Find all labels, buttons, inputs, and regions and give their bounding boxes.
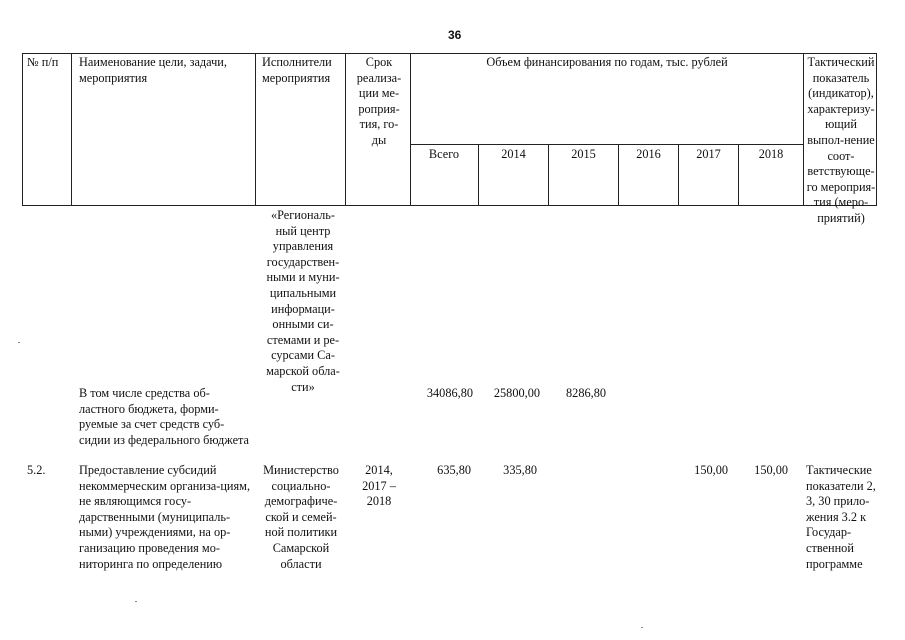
subtotal-total: 34086,80 xyxy=(426,386,473,400)
header-col-number: № п/п xyxy=(27,55,59,69)
row-2014: 335,80 xyxy=(503,463,537,477)
header-col-indicator: Тактический показатель (индикатор), характеризу-ющий выпол-нение соот-ветствующе-го мероприя-тия (меро-приятий) xyxy=(806,55,876,225)
header-year-2014: 2014 xyxy=(501,147,526,161)
header-year-2017: 2017 xyxy=(696,147,721,161)
continued-executor-cell: «Региональ-ный центр управления государствен-ными и муни-ципальными информаци-онными си-стемами и ре-сурсами Са-марской обла-сти» xyxy=(266,208,340,394)
subtotal-2015: 8286,80 xyxy=(566,386,606,400)
header-col-total: Всего xyxy=(428,147,460,161)
header-col-funding: Объем финансирования по годам, тыс. рублей xyxy=(486,55,728,69)
header-col-name: Наименование цели, задачи, мероприятия xyxy=(79,55,227,85)
row-2017: 150,00 xyxy=(694,463,728,477)
header-year-2016: 2016 xyxy=(636,147,661,161)
scan-speck xyxy=(641,627,643,628)
header-year-2018: 2018 xyxy=(758,147,784,161)
row-indicator: Тактические показатели 2, 3, 30 прило-жения 3.2 к Государ-ственной программе xyxy=(806,463,876,571)
header-year-2015: 2015 xyxy=(571,147,596,161)
row-term: 2014, 2017 – 2018 xyxy=(362,463,396,509)
row-number: 5.2. xyxy=(27,463,46,477)
row-2018: 150,00 xyxy=(754,463,788,477)
row-total: 635,80 xyxy=(437,463,471,477)
scan-speck xyxy=(135,601,137,602)
page-number: 36 xyxy=(448,28,462,42)
subtotal-label: В том числе средства об-ластного бюджета, форми-руемые за счет средств суб-сидии из федерального бюджета xyxy=(79,386,250,447)
row-name: Предоставление субсидий некоммерческим организа-циям, не являющимся госу-дарственными (муниципаль-ными) учреждениями, на ор-ганизацию проведения мо-ниторинга по определению xyxy=(79,463,251,571)
header-col-executor: Исполнители мероприятия xyxy=(262,55,332,85)
header-col-term: Срок реализа-ции ме-роприя-тия, го-ды xyxy=(356,55,402,147)
subtotal-2014: 25800,00 xyxy=(493,386,540,400)
row-executor: Министерство социально-демографиче-ской и семей-ной политики Самарской области xyxy=(263,463,339,571)
scan-speck xyxy=(18,342,20,343)
